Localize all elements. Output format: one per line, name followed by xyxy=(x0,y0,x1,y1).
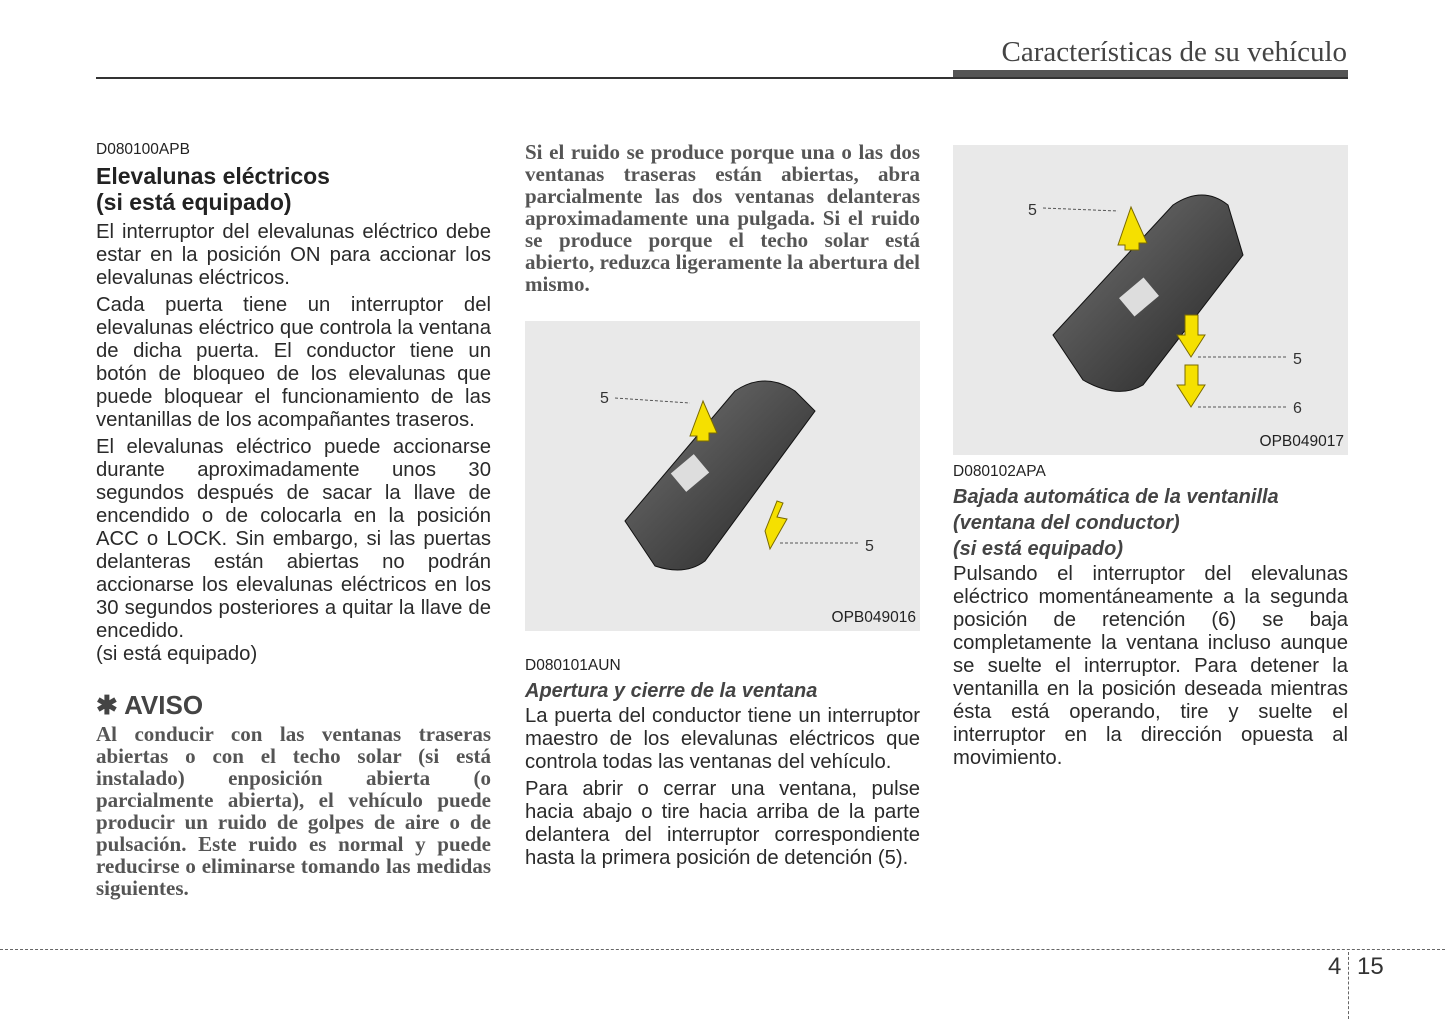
footer-divider xyxy=(0,949,1445,950)
section-code: D080101AUN xyxy=(525,657,621,674)
column-2 xyxy=(525,141,920,874)
paragraph: La puerta del conductor tiene un interruptor maestro de los elevalunas eléctricos que controla todas las ventanas del vehículo. xyxy=(525,705,920,773)
running-header-title: Características de su vehículo xyxy=(1001,36,1347,68)
subsection-heading: Bajada automática de la ventanilla xyxy=(953,486,1279,508)
notice-title: AVISO xyxy=(124,690,204,720)
notice-text: Al conducir con las ventanas traseras abiertas o con el techo solar (si está instalado) enposición abierta (o parcialmente abierta), el vehículo puede producir un ruido de golpes de aire o de pulsación. Este ruido es normal y puede reducirse o eliminarse tomando las medidas siguientes. xyxy=(96,722,491,900)
page-number-divider xyxy=(1348,952,1349,1019)
asterisk-icon: ✱ xyxy=(96,690,118,720)
paragraph: El elevalunas eléctrico puede accionarse durante aproximadamente unos 30 segundos después de sacar la llave de encendido o de colocarla en la posición ACC o LOCK. Sin embargo, si las puertas delanteras están abiertas no podrán accionarse los elevalunas eléctricos en los 30 segundos posteriores a quitar la llave de encedido. xyxy=(96,436,491,642)
paragraph: Cada puerta tiene un interruptor del elevalunas eléctrico que controla la ventana de dicha puerta. El conductor tiene un botón de bloqueo de los elevalunas que puede bloquear el funcionamiento de las ventanillas de los acompañantes traseros. xyxy=(96,294,491,431)
window-switch-illustration xyxy=(953,145,1348,455)
section-heading xyxy=(96,163,491,215)
paragraph: El interruptor del elevalunas eléctrico debe estar en la posición ON para accionar los elevalunas eléctricos. xyxy=(96,221,491,289)
subsection-heading: Apertura y cierre de la ventana xyxy=(525,680,818,702)
paragraph: Pulsando el interruptor del elevalunas eléctrico momentáneamente a la segunda posición de retención (6) se baja completamente la ventana incluso aunque se suelte el interruptor. Para detener la ventanilla en la posición deseada mientras ésta está operando, tire y suelte el interruptor en la dirección opuesta al movimiento. xyxy=(953,563,1348,769)
figure-label: 5 xyxy=(1028,202,1037,219)
window-switch-figure xyxy=(525,321,920,631)
auto-down-switch-figure xyxy=(953,145,1348,455)
section-code: D080100APB xyxy=(96,141,190,158)
figure-label: 5 xyxy=(1293,351,1302,368)
figure-label: 6 xyxy=(1293,400,1302,417)
column-3 xyxy=(953,141,1348,774)
section-code: D080102APA xyxy=(953,463,1046,480)
subsection-heading: (ventana del conductor) xyxy=(953,512,1180,534)
figure-label: 5 xyxy=(865,538,874,555)
section-number: 4 xyxy=(1328,953,1342,980)
subsection-heading: (si está equipado) xyxy=(953,538,1124,560)
heading-line: Elevalunas eléctricos xyxy=(96,163,330,189)
page-number: 15 xyxy=(1357,953,1384,980)
header-rule xyxy=(96,77,1348,79)
paragraph: Para abrir o cerrar una ventana, pulse hacia abajo o tire hacia arriba de la parte delantera del interruptor correspondiente hasta la primera posición de detención (5). xyxy=(525,778,920,869)
notice-text-continued: Si el ruido se produce porque una o las dos ventanas traseras están abiertas, abra parcialmente las dos ventanas delanteras aproximadamente una pulgada. Si el ruido se produce porque el techo solar está abierto, reduzca ligeramente la abertura del mismo. xyxy=(525,140,921,296)
notice-heading xyxy=(96,690,491,721)
figure-label: 5 xyxy=(600,390,609,407)
window-switch-illustration xyxy=(525,321,920,631)
column-1 xyxy=(96,141,491,899)
heading-line: (si está equipado) xyxy=(96,189,292,215)
figure-code: OPB049017 xyxy=(1259,433,1344,450)
paragraph-note: (si está equipado) xyxy=(96,643,258,665)
figure-code: OPB049016 xyxy=(831,609,916,626)
